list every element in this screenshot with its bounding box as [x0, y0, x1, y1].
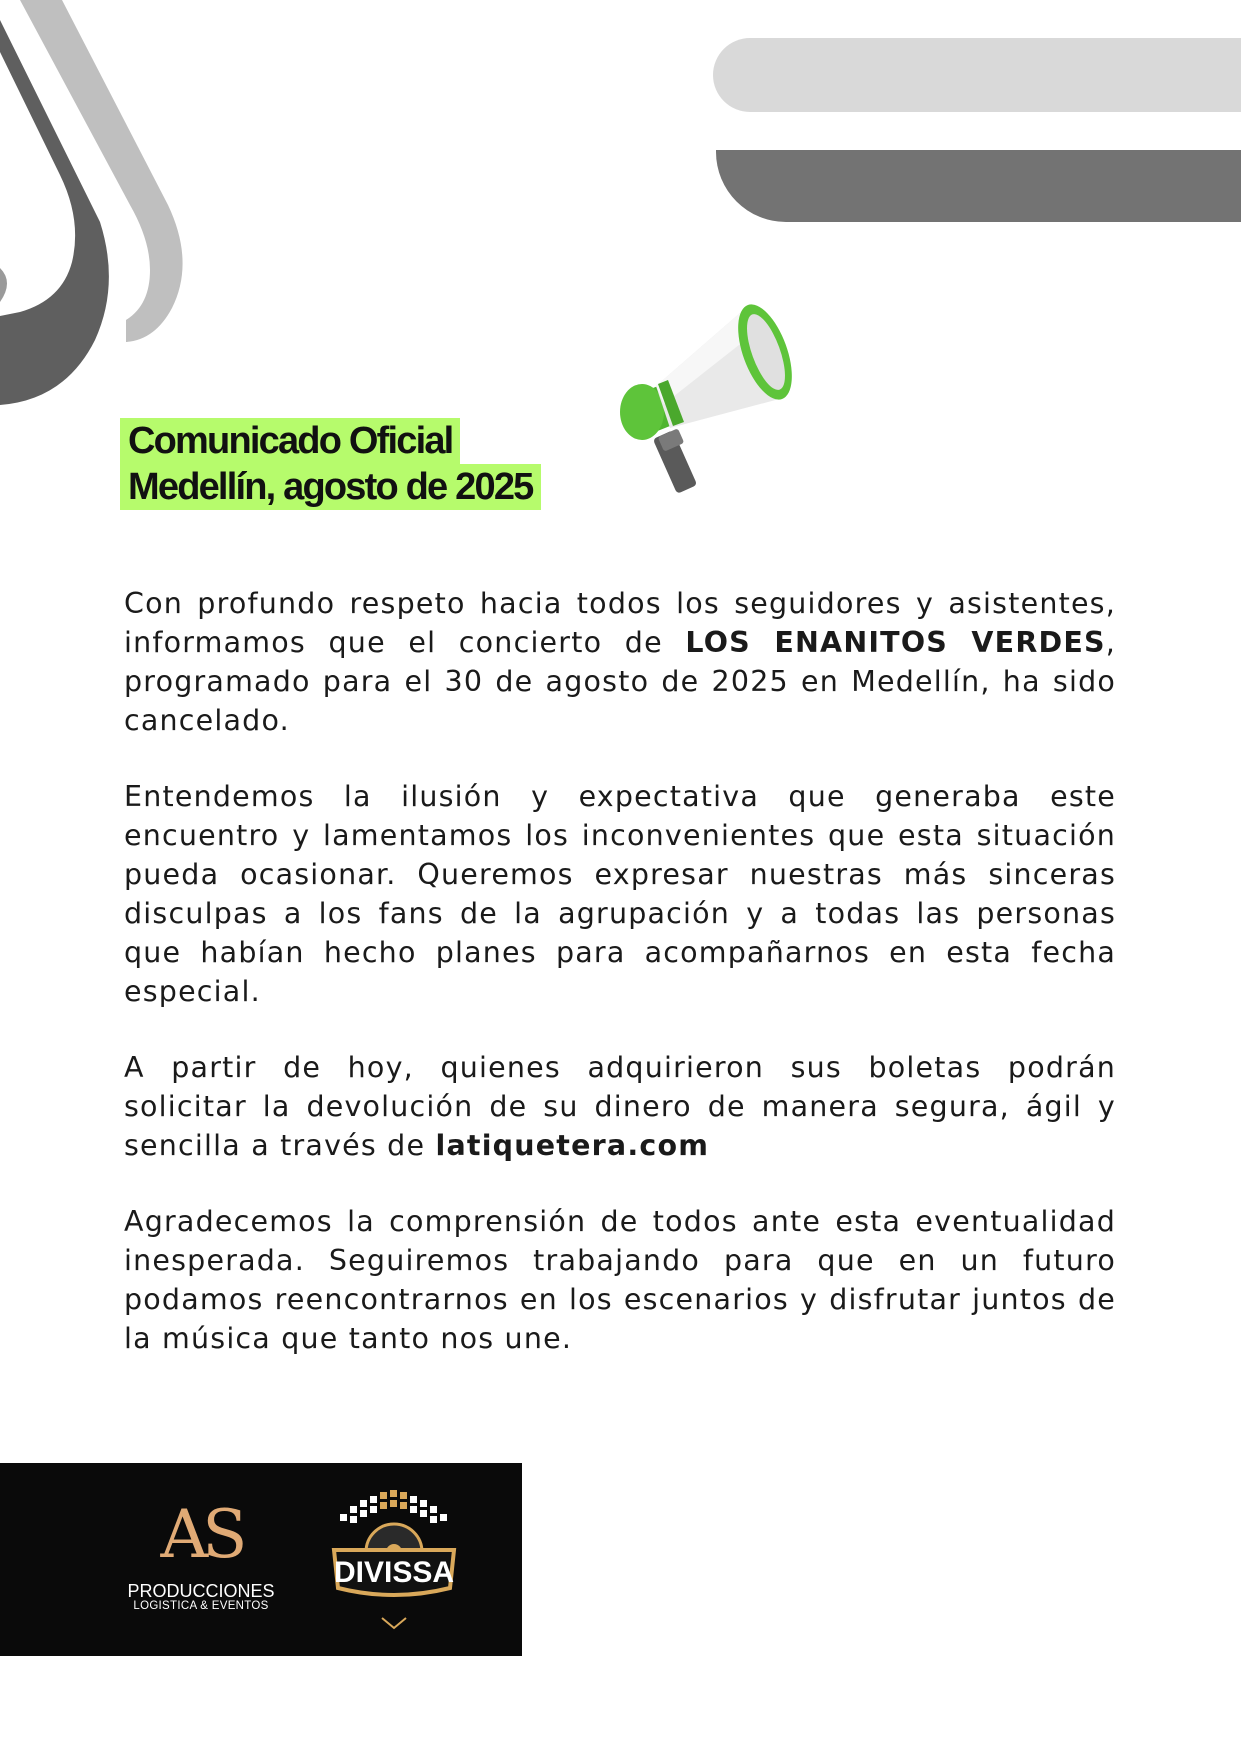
paragraph-thanks: Agradecemos la comprensión de todos ante esta eventualidad inesperada. Seguiremos trabajando para que en un futuro podamos reencontrarnos en los escenarios y disfrutar juntos de la música que tanto nos une.: [124, 1205, 1116, 1355]
decorative-bar-dark: [716, 150, 1241, 222]
divissa-logo: [326, 1490, 466, 1640]
decorative-bar-light: [713, 38, 1241, 112]
paragraph-cancellation: [124, 584, 1116, 740]
paragraph-refund: [124, 1048, 1116, 1165]
paragraph-text: Con profundo respeto hacia todos los seguidores y asistentes, informamos que el concierto de: [124, 587, 1116, 659]
band-name: LOS ENANITOS VERDES: [685, 626, 1106, 659]
page-subtitle-date: Medellín, agosto de 2025: [120, 464, 541, 510]
paragraph-text: A partir de hoy, quienes adquirieron sus boletas podrán solicitar la devolución de su dinero de manera segura, ágil y sencilla a través de: [124, 1051, 1116, 1162]
as-logo-subtitle: LOGISTICA & EVENTOS: [133, 1600, 269, 1612]
paragraph-apology: Entendemos la ilusión y expectativa que generaba este encuentro y lamentamos los inconvenientes que esta situación pueda ocasionar. Queremos expresar nuestras más sinceras disculpas a los fans de la agrupación y a todas las personas que habían hecho planes para acompañarnos en esta fecha especial.: [124, 780, 1116, 1008]
paragraph-text: , programado para el 30 de agosto de 2025 en Medellín, ha sido cancelado.: [124, 626, 1116, 737]
as-logo-name: PRODUCCIONES: [127, 1581, 275, 1601]
page-title: Comunicado Oficial: [120, 418, 460, 464]
as-logo-mark: AS: [160, 1496, 242, 1573]
decorative-arcs-left: [0, 0, 200, 420]
statement-body: [124, 584, 1116, 1395]
title-block: [120, 418, 541, 510]
divissa-logo-text: DIVISSA: [333, 1556, 455, 1589]
megaphone-icon: [598, 300, 798, 500]
as-producciones-logo: [126, 1496, 276, 1613]
refund-link[interactable]: latiquetera.com: [435, 1129, 710, 1162]
